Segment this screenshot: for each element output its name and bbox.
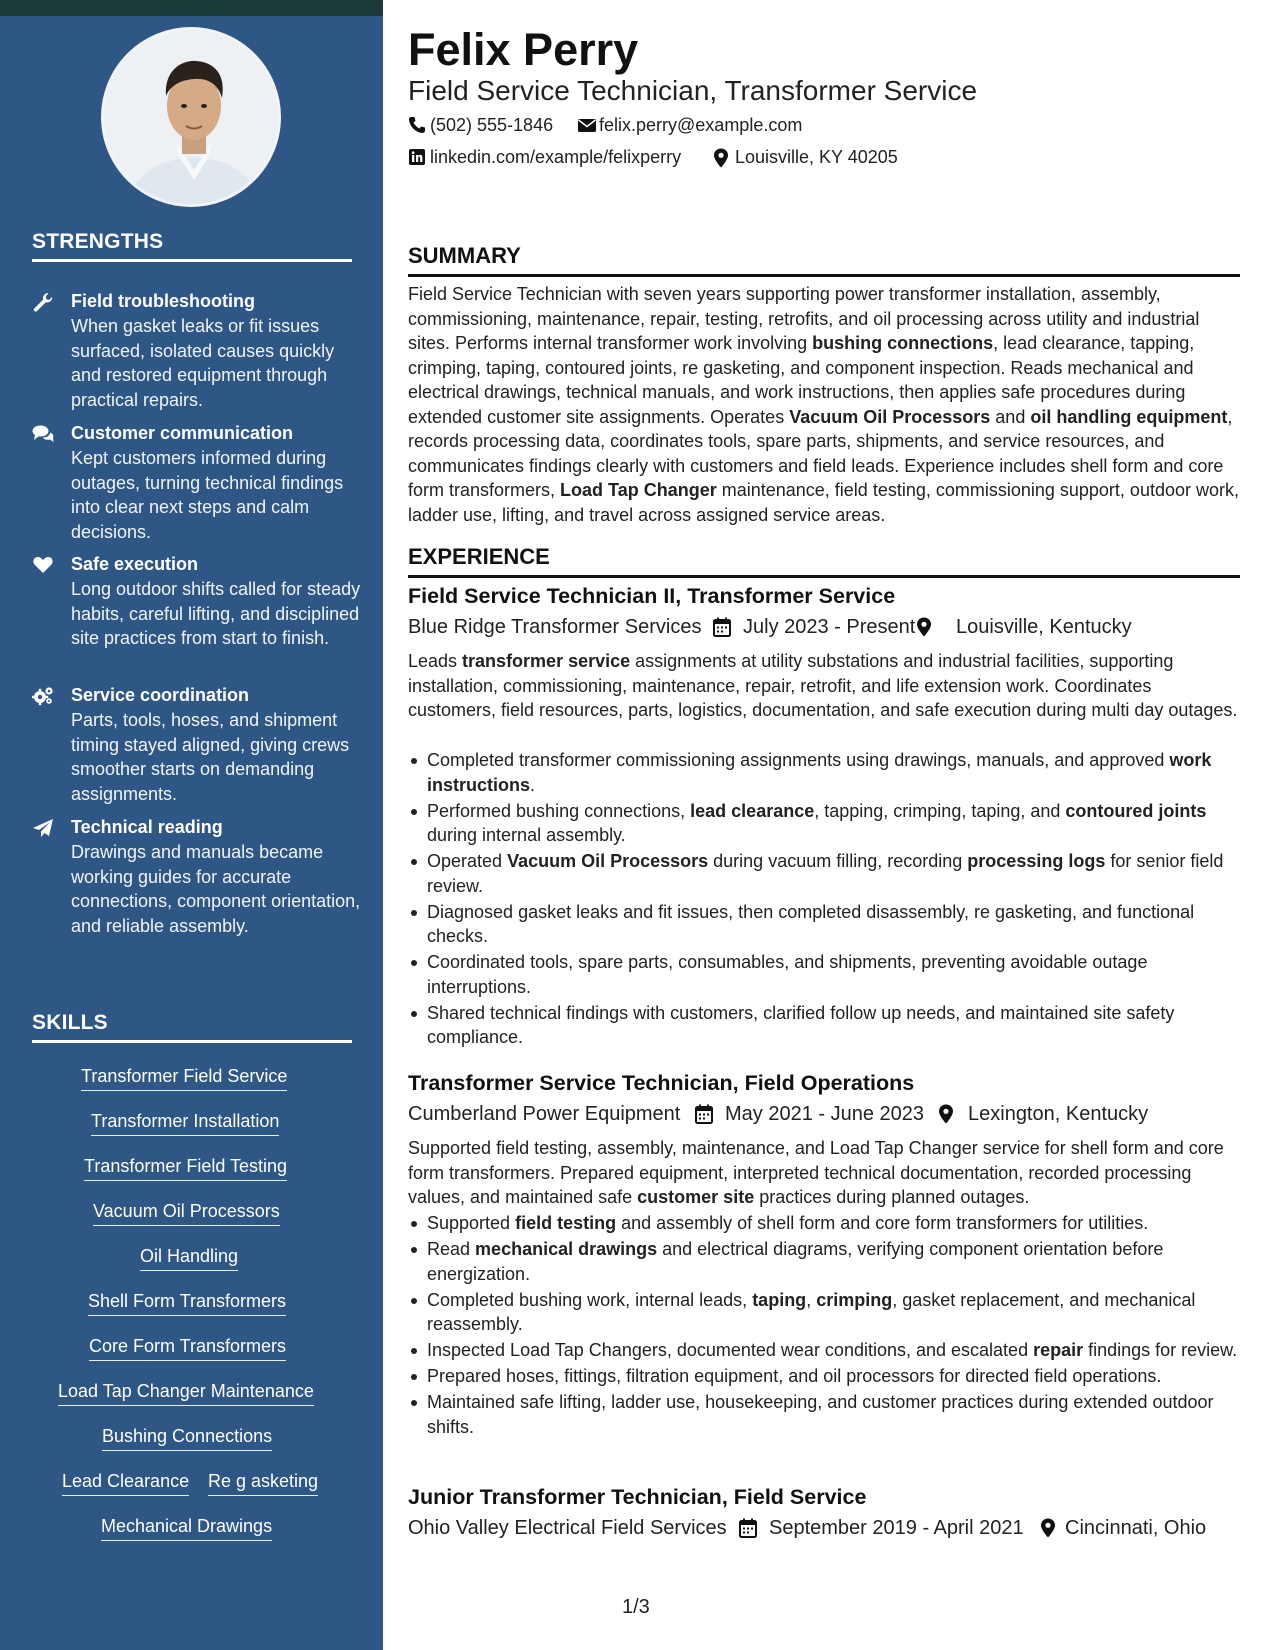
job-title: Field Service Technician II, Transformer Service bbox=[408, 584, 896, 608]
text-run: Performed bushing connections, bbox=[427, 800, 691, 821]
bold-keyword: transformer service bbox=[462, 651, 631, 671]
text-run: findings for review. bbox=[1083, 1340, 1238, 1360]
skill-tag: Shell Form Transformers bbox=[88, 1289, 286, 1316]
bold-keyword: bushing connections bbox=[812, 333, 994, 353]
skill-tag: Re g asketing bbox=[208, 1469, 318, 1496]
bold-keyword: Vacuum Oil Processors bbox=[507, 851, 709, 871]
summary-heading: SUMMARY bbox=[408, 243, 1240, 277]
skill-tag: Transformer Field Testing bbox=[84, 1154, 287, 1181]
bullet-item bbox=[408, 900, 1240, 949]
page-number: 1/3 bbox=[622, 1596, 650, 1618]
text-run: Read bbox=[427, 1239, 476, 1259]
text-run: Coordinated tools, spare parts, consumables, and shipments, preventing avoidable outage interruptions. bbox=[427, 952, 1148, 997]
bold-keyword: contoured joints bbox=[1065, 800, 1207, 821]
job-title: Transformer Service Technician, Field Operations bbox=[408, 1071, 915, 1095]
calendar-icon bbox=[695, 1104, 713, 1124]
company-name: Cumberland Power Equipment bbox=[408, 1103, 681, 1125]
text-run: assignments at utility substations and industrial facilities, supporting installation, commissioning, maintenance, repair, retrofit, and life extension work. Coordinates customers, field resources, parts, logistics, documentation, and safe execution during multi day outages. bbox=[408, 651, 1238, 720]
paper-plane-icon bbox=[32, 818, 54, 838]
job-meta bbox=[408, 614, 1240, 640]
bold-keyword: customer site bbox=[637, 1187, 755, 1207]
text-run: during internal assembly. bbox=[427, 825, 626, 845]
text-run: , bbox=[806, 1289, 817, 1310]
linkedin-text: linkedin.com/example/felixperry bbox=[430, 147, 682, 167]
bold-keyword: taping bbox=[752, 1289, 807, 1310]
bullet-item bbox=[408, 1338, 1240, 1363]
calendar-icon bbox=[713, 617, 731, 637]
heart-icon bbox=[32, 555, 54, 575]
bullet-item bbox=[408, 849, 1240, 898]
text-run: Completed transformer commissioning assignments using drawings, manuals, and approved bbox=[427, 750, 1170, 770]
bullet-item bbox=[408, 1390, 1240, 1439]
text-run: Inspected Load Tap Changers, documented wear conditions, and escalated bbox=[427, 1340, 1034, 1360]
chat-bubbles-icon bbox=[32, 424, 54, 444]
text-run: Field Service Technician with seven years supporting power transformer installation, assembly, commissioning, maintenance, repair, testing, retrofits, and oil processing across utility and industrial sites. Performs internal transformer work involving bbox=[408, 284, 1200, 353]
wrench-icon bbox=[32, 292, 54, 312]
text-run: , gasket replacement, and mechanical reassembly. bbox=[427, 1289, 1196, 1334]
company-name: Ohio Valley Electrical Field Services bbox=[408, 1517, 727, 1539]
map-pin-icon bbox=[1040, 1518, 1056, 1538]
text-run: Diagnosed gasket leaks and fit issues, then completed disassembly, re gasketing, and functional checks. bbox=[427, 901, 1195, 946]
text-run: practices during planned outages. bbox=[754, 1187, 1030, 1207]
job-intro bbox=[408, 649, 1240, 723]
skill-tag: Oil Handling bbox=[140, 1244, 238, 1271]
text-run: . bbox=[530, 774, 536, 795]
skill-tag: Core Form Transformers bbox=[89, 1334, 286, 1361]
text-run: maintenance, field testing, commissioning support, outdoor work, ladder use, lifting, and travel across assigned service areas. bbox=[408, 480, 1239, 525]
job-meta bbox=[408, 1515, 1240, 1541]
sidebar: STRENGTHS Field troubleshooting When gasket leaks or fit issues surfaced, isolated causes quickly and restored equipment through practical repairs. Customer communication Kept customers informed during outages, turning technical findings into clear next steps and calm decisions. Safe execution Long outdoor shifts called for steady habits, careful lifting, and disciplined site practices from start to finish. Service coordination Parts, tools, hoses, and shipment timing stayed aligned, giving crews smoother starts on demanding assignments. Technical reading Drawings and manuals became working guides for accurate connections, component orientation, and reliable assembly. SKILLS Transformer Field Service Transformer Installation Transformer Field Testing Vacuum Oil Processors Oil Handling Shell Form Transformers Core Form Transformers Load Tap Changer Maintenance Bushing Connections Lead Clearance Re g asketing Mechanical Drawings bbox=[0, 16, 383, 1650]
bold-keyword: lead clearance bbox=[690, 800, 815, 821]
job-dates: July 2023 - Present bbox=[743, 616, 916, 638]
text-run: Supported bbox=[427, 1213, 516, 1233]
job-location: Lexington, Kentucky bbox=[968, 1103, 1149, 1125]
summary-text bbox=[408, 282, 1240, 527]
text-run: and assembly of shell form and core form transformers for utilities. bbox=[616, 1213, 1149, 1233]
text-run: Completed bushing work, internal leads, bbox=[427, 1289, 753, 1310]
skill-tag: Mechanical Drawings bbox=[101, 1514, 272, 1541]
experience-heading: EXPERIENCE bbox=[408, 544, 1240, 578]
text-run: , lead clearance, tapping, crimping, taping, contoured joints, re gasketing, and component inspection. Reads mechanical and electrical drawings, technical manuals, and work instructions, then applies safe procedures during extended customer site assignments. Operates bbox=[408, 333, 1195, 427]
email-text: felix.perry@example.com bbox=[599, 115, 803, 135]
map-pin-icon bbox=[938, 1104, 954, 1124]
text-run: Maintained safe lifting, ladder use, housekeeping, and customer practices during extended outdoor shifts. bbox=[427, 1392, 1214, 1437]
top-accent-bar bbox=[0, 0, 383, 16]
job-intro bbox=[408, 1136, 1240, 1210]
bold-keyword: work instructions bbox=[427, 750, 1212, 795]
text-run: Shared technical findings with customers, clarified follow up needs, and maintained site safety compliance. bbox=[427, 1002, 1175, 1047]
text-run: Prepared hoses, fittings, filtration equipment, and oil processors for directed field operations. bbox=[427, 1366, 1162, 1386]
text-run: during vacuum filling, recording bbox=[708, 851, 968, 871]
text-run: Supported field testing, assembly, maintenance, and Load Tap Changer service for shell form and core form transformers. Prepared equipment, interpreted technical documentation, recorded processing values, and maintained safe bbox=[408, 1138, 1224, 1207]
skills-heading: SKILLS bbox=[32, 1011, 352, 1043]
bullet-item bbox=[408, 1211, 1240, 1236]
bold-keyword: Load Tap Changer bbox=[560, 480, 717, 500]
bullet-item bbox=[408, 1288, 1240, 1337]
bold-keyword: repair bbox=[1033, 1340, 1084, 1360]
skill-tag: Vacuum Oil Processors bbox=[93, 1199, 280, 1226]
map-pin-icon bbox=[916, 617, 932, 637]
bold-keyword: crimping bbox=[816, 1289, 893, 1310]
text-run: Operated bbox=[427, 851, 508, 871]
profile-photo bbox=[101, 27, 281, 207]
bullet-item bbox=[408, 748, 1240, 797]
skill-tag: Load Tap Changer Maintenance bbox=[58, 1379, 314, 1406]
text-run: and bbox=[990, 406, 1031, 427]
map-pin-icon bbox=[713, 148, 729, 168]
text-run: for senior field review. bbox=[427, 851, 1224, 896]
job-bullets bbox=[408, 748, 1240, 1051]
text-run: and electrical diagrams, verifying component orientation before energization. bbox=[427, 1239, 1164, 1284]
text-run: Leads bbox=[408, 651, 463, 671]
skill-tag: Transformer Field Service bbox=[81, 1064, 287, 1091]
text-run: , tapping, crimping, taping, and bbox=[814, 800, 1066, 821]
candidate-role: Field Service Technician, Transformer Service bbox=[408, 75, 978, 106]
gears-icon bbox=[32, 686, 54, 706]
skill-tag: Bushing Connections bbox=[102, 1424, 272, 1451]
skill-tag: Lead Clearance bbox=[62, 1469, 189, 1496]
phone-text: (502) 555-1846 bbox=[430, 115, 554, 135]
envelope-icon bbox=[577, 116, 597, 134]
phone-icon bbox=[408, 116, 426, 134]
bullet-item bbox=[408, 1364, 1240, 1389]
calendar-icon bbox=[739, 1518, 757, 1538]
bullet-item bbox=[408, 950, 1240, 999]
bold-keyword: Vacuum Oil Processors bbox=[789, 406, 991, 427]
bold-keyword: oil handling equipment bbox=[1030, 406, 1228, 427]
job-dates: May 2021 - June 2023 bbox=[725, 1103, 925, 1125]
bullet-item bbox=[408, 799, 1240, 848]
bold-keyword: mechanical drawings bbox=[475, 1239, 658, 1259]
job-location: Cincinnati, Ohio bbox=[1065, 1517, 1207, 1539]
text-run: , records processing data, coordinates tools, spare parts, shipments, and service resources, and communicates findings clearly with customers and field leads. Experience includes shell form and core form transformers, bbox=[408, 406, 1233, 500]
job-title: Junior Transformer Technician, Field Service bbox=[408, 1485, 867, 1509]
strengths-heading: STRENGTHS bbox=[32, 230, 352, 262]
bullet-item bbox=[408, 1001, 1240, 1050]
location-text: Louisville, KY 40205 bbox=[735, 147, 898, 167]
bold-keyword: field testing bbox=[515, 1213, 617, 1233]
company-name: Blue Ridge Transformer Services bbox=[408, 616, 702, 638]
job-dates: September 2019 - April 2021 bbox=[769, 1517, 1024, 1539]
bullet-item bbox=[408, 1237, 1240, 1286]
job-bullets bbox=[408, 1211, 1240, 1441]
skill-tag: Transformer Installation bbox=[91, 1109, 279, 1136]
job-location: Louisville, Kentucky bbox=[956, 616, 1132, 638]
job-meta bbox=[408, 1101, 1240, 1127]
candidate-name: Felix Perry bbox=[408, 24, 639, 75]
linkedin-icon bbox=[408, 148, 426, 166]
bold-keyword: processing logs bbox=[967, 851, 1106, 871]
